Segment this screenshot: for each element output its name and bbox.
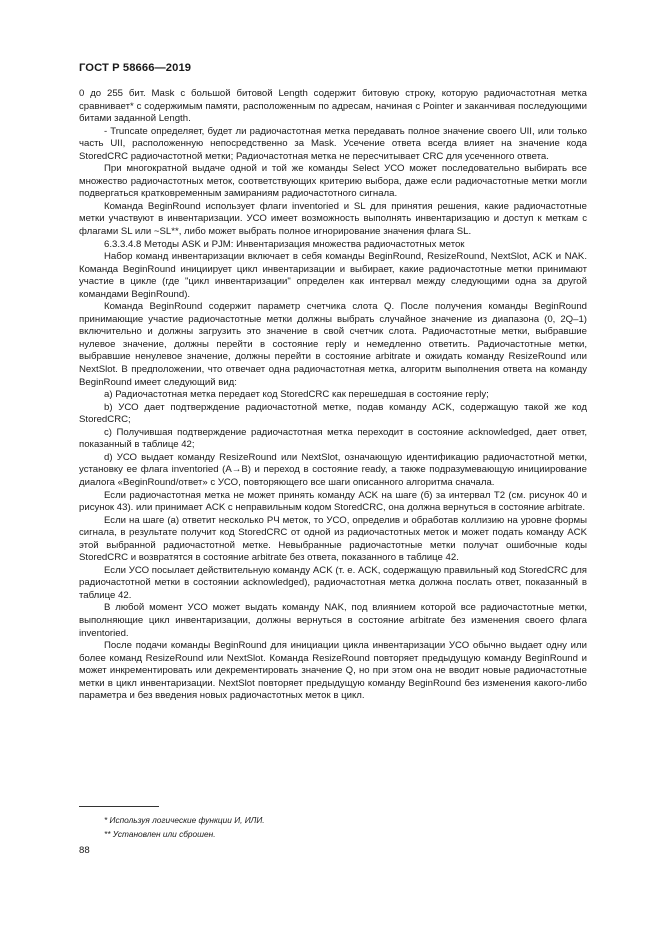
step-a: a) Радиочастотная метка передает код StoredCRC как перешедшая в состояние reply; <box>104 389 489 401</box>
step-b: b) УСО дает подтверждение радиочастотной метке, подав команду ACK, содержащую такой же код StoredCRC; <box>79 401 587 426</box>
footnote-2: ** Установлен или сброшен. <box>104 829 216 839</box>
step-c: c) Получившая подтверждение радиочастотная метка переходит в состояние acknowledged, дает ответ, показанный в таблице 42; <box>79 426 587 451</box>
section-heading: 6.3.3.4.8 Методы ASK и PJM: Инвентаризация множества радиочастотных меток <box>104 238 465 250</box>
paragraph-valid-ack: Если УСО посылает действительную команду ACK (т. е. ACK, содержащую правильный код StoredCRC для радиочастотной метки в состоянии acknowledged), радиочастотная метка должна послать ответ, показанный в таблице 42. <box>79 564 587 601</box>
paragraph-truncate: - Truncate определяет, будет ли радиочастотная метка передавать полное значение своего UII, или только часть UII, расположенную непосредственно за Mask. Усечение ответа всегда влияет на значение кода StoredCRC радиочастотной метки; Радиочастотная метка не пересчитывает CRC для усеченного ответа. <box>79 125 587 162</box>
paragraph-1: 0 до 255 бит. Mask с большой битовой Length содержит битовую строку, которую радиочастотная метка сравнивает* с содержимым памяти, расположенным по адресам, начиная с Pointer и заканчивая последующими битами заданной Length. <box>79 88 587 125</box>
page-number: 88 <box>79 845 90 856</box>
standard-header: ГОСТ Р 58666—2019 <box>79 62 192 74</box>
paragraph-ack-timeout: Если радиочастотная метка не может принять команду ACK на шаге (б) за интервал T2 (см. рисунок 40 и рисунок 43). или принимает ACK с неправильным кодом StoredCRC, она должна вернуться в состояние arbitrate. <box>79 489 587 514</box>
paragraph-select: При многократной выдаче одной и той же команды Select УСО может последовательно выбирать все множество радиочастотных меток, соответствующих критерию выбора, даже если радиочастотные метки могли подвергаться кратковременным замираниям радиочастотного сигнала. <box>79 163 587 200</box>
footnote-1: * Используя логические функции И, ИЛИ. <box>104 815 265 825</box>
body-text <box>79 88 587 703</box>
paragraph-beginround-flags: Команда BeginRound использует флаги inventoried и SL для принятия решения, какие радиочастотные метки участвуют в инвентаризации. УСО имеет возможность выполнять инвентаризацию и доступ к меткам с флагами SL или ~SL**, либо может выбрать полное игнорирование значения флага SL. <box>79 200 587 238</box>
paragraph-collision: Если на шаге (а) ответит несколько РЧ меток, то УСО, определив и обработав коллизию на уровне формы сигнала, в результате получит код StoredCRC от одной из радиочастотных меток и может подать команду ACK этой выбранной радиочастотной метке. Невыбранные радиочастотные метки получат ошибочные коды StoredCRC и возвратятся в состояние arbitrate без ответа, показанного в таблице 42. <box>79 514 587 564</box>
footnotes <box>104 813 265 841</box>
paragraph-slot-counter: Команда BeginRound содержит параметр счетчика слота Q. После получения команды BeginRound принимающие участие радиочастотные метки должны выбрать случайное значение из диапазона (0, 2Q–1) включительно и должны загрузить это значение в свой счетчик слота. Радиочастотные метки, выбравшие нулевое значение, должны перейти в состояние reply и немедленно ответить. Радиочастотные метки, выбравшие ненулевое значение, должны перейти в состояние arbitrate и ожидать команду ResizeRound или NextSlot. В предположении, что отвечает одна радиочастотная метка, алгоритм выполнения ответа на команду BeginRound имеет следующий вид: <box>79 301 587 388</box>
footnote-separator <box>79 806 159 807</box>
paragraph-inventory-commands: Набор команд инвентаризации включает в себя команды BeginRound, ResizeRound, NextSlot, ACK и NAK. Команда BeginRound инициирует цикл инвентаризации и выбирает, какие радиочастотные метки принимают участие в цикле (где "цикл инвентаризации" определен как интервал между следующими одна за другой командами BeginRound). <box>79 251 587 300</box>
step-d: d) УСО выдает команду ResizeRound или NextSlot, означающую идентификацию радиочастотной метки, установку ее флага inventoried (A→B) и переход в состояние ready, а также подразумевающую инициирование диалога «BeginRound/ответ» с УСО, повторяющего все шаги описанного алгоритма сначала. <box>79 451 587 488</box>
paragraph-nak: В любой момент УСО может выдать команду NAK, под влиянием которой все радиочастотные метки, выполняющие цикл инвентаризации, должны вернуться в состояние arbitrate без изменения своего флага inventoried. <box>79 602 587 639</box>
paragraph-resize-nextslot: После подачи команды BeginRound для инициации цикла инвентаризации УСО обычно выдает одну или более команд ResizeRound или NextSlot. Команда ResizeRound повторяет предыдущую команду BeginRound и может инкрементировать или декрементировать значение Q, но при этом она не вводит новые радиочастотные метки в цикл инвентаризации. NextSlot повторяет предыдущую команду BeginRound без изменения какого-либо параметра и без введения новых радиочастотных меток в цикл. <box>79 640 587 702</box>
